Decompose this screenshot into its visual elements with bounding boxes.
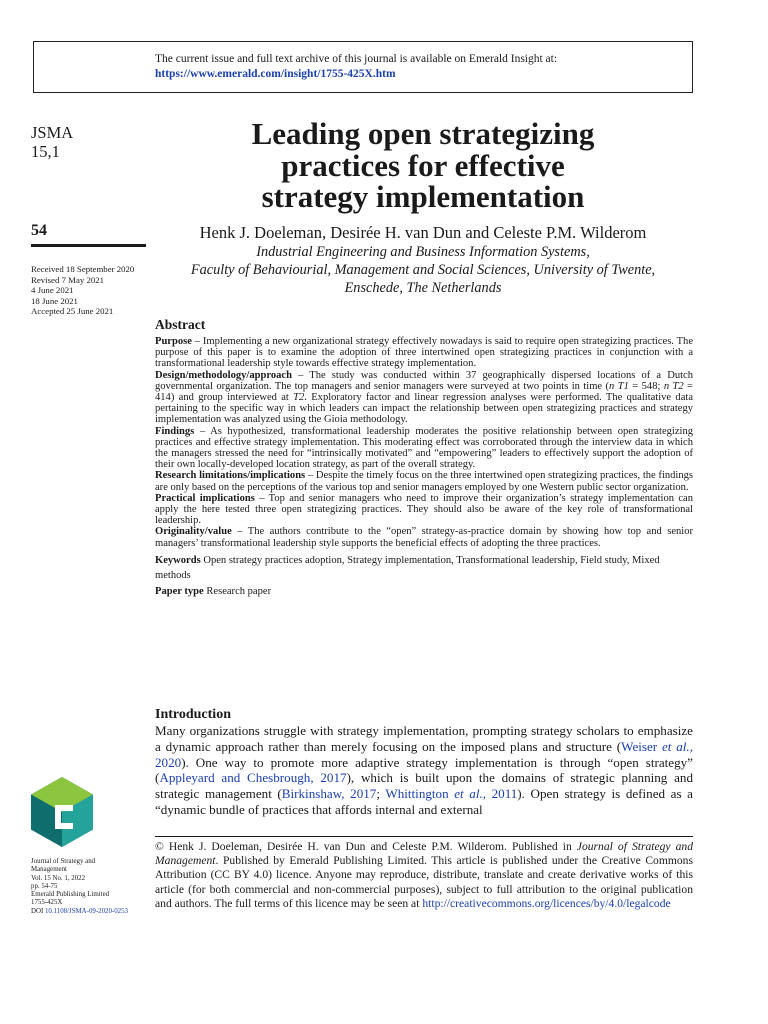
affiliation-line: Enschede, The Netherlands — [344, 280, 502, 296]
license-notice: © Henk J. Doeleman, Desirée H. van Dun and Celeste P.M. Wilderom. Published in Journal of Strategy and Management. Published by Emerald Publishing Limited. This article is published under the Creative Commons Attribution (CC BY 4.0) licence. Anyone may reproduce, distribute, translate and create derivative works of this article (for both commercial and non-commercial purposes), subject to full attribution to the original publication and authors. The full terms of this licence may be seen at http://creativecommons.org/licences/by/4.0/legalcode — [155, 836, 693, 911]
abstract-originality: Originality/value – The authors contribute to the “open” strategy-as-practice domain by showing how top and senior managers’ transformational leadership style supports the beneficial effects of adopting the three practices. — [155, 526, 693, 549]
title-line: strategy implementation — [261, 179, 585, 214]
title-line: practices for effective — [281, 147, 565, 183]
abstract-findings: Findings – As hypothesized, transformational leadership moderates the positive relationship between open strategizing practices and effective strategy implementation. This moderating effect was corroborated through the interview data in which the managers stressed the need for “intrinsically motivated” and “empowering” leaders to effectively support the adoption of their own locally-developed location strategy, as part of the overall strategy. — [155, 425, 693, 471]
paper-type: Paper type Research paper — [155, 585, 272, 597]
abstract-heading: Abstract — [155, 317, 206, 332]
publisher: Emerald Publishing Limited — [31, 891, 110, 899]
volume-info: Vol. 15 No. 1, 2022 — [31, 874, 86, 882]
affiliation-line: Faculty of Behaviourial, Management and Social Sciences, University of Twente, — [190, 262, 656, 278]
article-title — [150, 118, 696, 213]
issn: 1755-425X — [31, 899, 63, 907]
affiliation — [150, 243, 696, 297]
introduction-heading: Introduction — [155, 707, 231, 722]
received-date: Received 18 September 2020 — [31, 264, 135, 274]
doi: DOI 10.1108/JSMA-09-2020-0253 — [31, 907, 128, 915]
title-line: Leading open strategizing — [251, 116, 595, 151]
accepted-date: Accepted 25 June 2021 — [31, 306, 114, 316]
abstract-design: Design/methodology/approach – The study was conducted within 37 geographically dispersed locations of a Dutch governmental organization. The top managers and senior managers were surveyed at two points in time (n T1 = 548; n T2 = 414) and group interviewed at T2. Exploratory factor and linear regression analyses were performed. The qualitative data pertaining to the specific way in which leaders can impact the relationship between open strategizing practices and strategy implementation was analyzed using the Gioia methodology. — [155, 369, 693, 426]
author-list: Henk J. Doeleman, Desirée H. van Dun and Celeste P.M. Wilderom — [199, 223, 647, 242]
license-url-link[interactable]: http://creativecommons.org/licences/by/4.0/legalcode — [422, 896, 671, 910]
creative-commons-open-access-logo-icon — [31, 777, 93, 847]
journal-name-cont: Management — [31, 866, 67, 874]
keywords: Keywords Open strategy practices adoption, Strategy implementation, Transformational leadership, Field study, Mixed methods — [155, 554, 660, 581]
journal-abbreviation: JSMA — [31, 123, 74, 142]
volume-issue: 15,1 — [31, 142, 60, 161]
citation-link[interactable]: Appleyard and Chesbrough, 2017 — [159, 770, 347, 786]
introduction-section — [155, 707, 693, 818]
revised-date-2: 4 June 2021 — [31, 285, 74, 295]
citation-link[interactable]: Weiser et al., 2020 — [155, 738, 693, 770]
revised-date: Revised 7 May 2021 — [31, 274, 105, 285]
journal-notice-box — [33, 41, 693, 93]
page-number: 54 — [31, 222, 146, 247]
citation-link[interactable]: Birkinshaw, 2017 — [281, 786, 377, 802]
journal-url-link[interactable]: https://www.emerald.com/insight/1755-425X.htm — [155, 68, 396, 80]
journal-name: Journal of Strategy and — [31, 858, 96, 865]
abstract-purpose: Purpose – Implementing a new organizational strategy effectively nowadays is said to require open strategizing practices. The purpose of this paper is to examine the adoption of three intertwined open strategizing practices in conjunction with a transformational leadership style towards effective strategy implementation. — [155, 336, 693, 370]
article-dates — [31, 264, 134, 317]
abstract-section — [155, 317, 693, 599]
notice-text: The current issue and full text archive of this journal is available on Emerald Insight at: — [155, 53, 558, 65]
abstract-practical: Practical implications – Top and senior managers who need to improve their organization’s strategy implementation can apply the here tested three open strategizing practices. They should also be aware of the key role of transformational leadership. — [155, 492, 693, 527]
revised-date-3: 18 June 2021 — [31, 295, 78, 306]
abstract-limitations: Research limitations/implications – Despite the timely focus on the three intertwined open strategizing practices, the findings are only based on the perceptions of the various top and senior managers employed by one Western public sector organization. — [155, 470, 694, 493]
journal-info — [31, 858, 141, 916]
introduction-paragraph: Many organizations struggle with strategy implementation, prompting strategy scholars to emphasize a dynamic approach rather than merely focusing on the imposed plans and structure (Weiser et al., 2020). One way to promote more adaptive strategy implementation is through “open strategy” (Appleyard and Chesbrough, 2017), which is built upon the domains of strategic planning and strategic management (Birkinshaw, 2017; Whittington et al., 2011). Open strategy is defined as a “dynamic bundle of practices that affords internal and external — [155, 723, 694, 817]
doi-link[interactable]: 10.1108/JSMA-09-2020-0253 — [44, 907, 128, 915]
journal-code — [31, 123, 73, 161]
affiliation-line: Industrial Engineering and Business Information Systems, — [256, 244, 590, 260]
citation-link[interactable]: Whittington et al., 2011 — [385, 786, 518, 802]
page-range: pp. 54-75 — [31, 882, 58, 890]
